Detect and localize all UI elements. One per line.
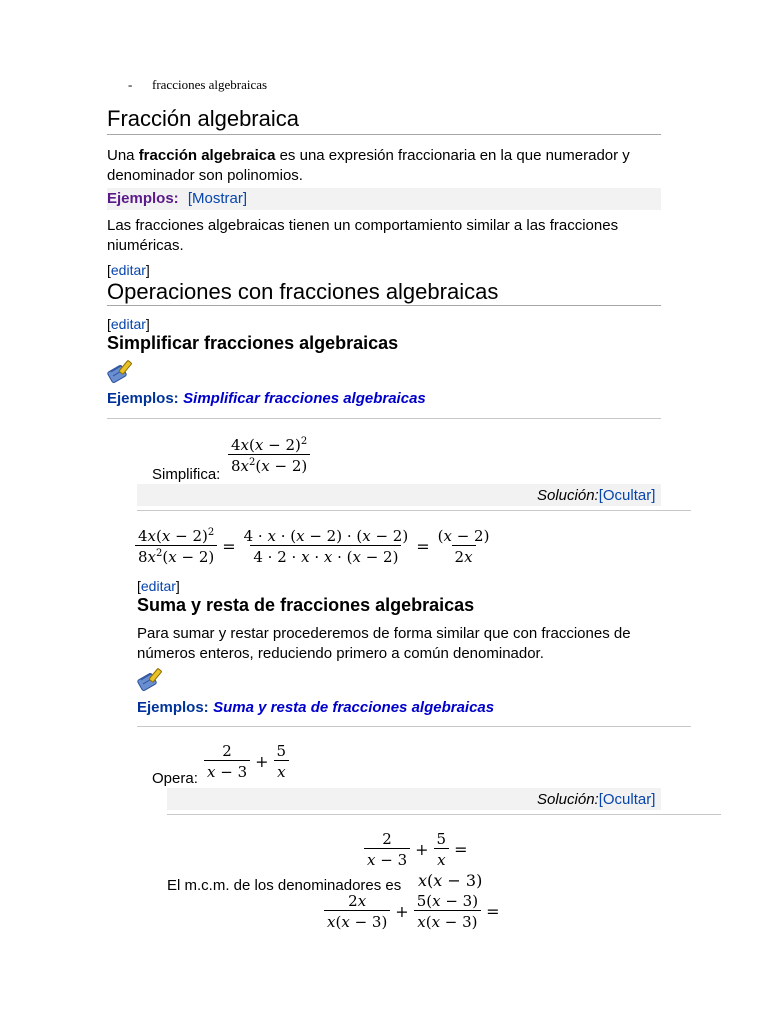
simplificacion-solucion: $\frac{4x(x - 2)^2}{8x^2(x - 2)}$ = $\frac{4 \cdot x \cdot (x - 2) \cdot (x - 2)}{4 \cdot 2 \cdot x \cdot x \cdot (x - 2)}$ = $\frac{(x - 2)}{2x}$ (133, 527, 494, 566)
ejemplos-rule (107, 418, 661, 419)
edit-link-1[interactable] (107, 262, 150, 278)
intro-text-post: es una expresión fraccionaria en la que numerador y denominador son polinomios. (107, 147, 630, 184)
edit-link-2[interactable] (107, 316, 150, 332)
solucion-row (537, 487, 655, 504)
broom-icon (107, 358, 137, 384)
heading-simplificar: Simplificar fracciones algebraicas (107, 333, 399, 353)
examples-label: Ejemplos: (107, 190, 179, 207)
broom-icon (137, 666, 167, 692)
solucion-label: Solución: (537, 487, 599, 504)
edit-link-3[interactable] (137, 578, 180, 594)
solucion-rule (167, 814, 721, 815)
simplifica-prompt: Simplifica: (152, 466, 221, 483)
edit-bracket-open: [ (107, 316, 111, 332)
edit-bracket-open: [ (107, 262, 111, 278)
heading-rule (107, 134, 661, 135)
edit-link-text[interactable]: editar (140, 578, 176, 594)
ejemplos-suma (137, 699, 494, 717)
heading-fraccion-algebraica: Fracción algebraica (107, 106, 299, 131)
edit-bracket-close: ] (145, 316, 150, 332)
mcm-text: El m.c.m. de los denominadores es (167, 877, 402, 894)
ejemplos-rule (137, 726, 691, 727)
intro-bold-term: fracción algebraica (138, 147, 276, 164)
heading-operaciones: Operaciones con fracciones algebraicas (107, 279, 499, 304)
ejemplos-label: Ejemplos: (107, 390, 179, 407)
solucion-row (537, 791, 655, 808)
suma-solucion-step2: $\frac{2x}{x(x - 3)}$ + $\frac{5(x - 3)}{x(x - 3)}$ = (322, 892, 502, 931)
opera-expression: $\frac{2}{x - 3}$ + $\frac{5}{x}$ (202, 742, 291, 781)
intro-paragraph (107, 146, 667, 185)
heading-suma-resta: Suma y resta de fracciones algebraicas (137, 595, 475, 615)
heading-rule (107, 305, 661, 306)
bullet-text: fracciones algebraicas (152, 77, 268, 92)
suma-paragraph: Para sumar y restar procederemos de forma similar que con fracciones de números enteros, reduciendo primero a común denominador. (137, 625, 631, 662)
opera-prompt: Opera: (152, 770, 198, 787)
solucion-label: Solución: (537, 791, 599, 808)
edit-bracket-close: ] (145, 262, 150, 278)
edit-bracket-open: [ (137, 578, 141, 594)
ejemplos-label: Ejemplos: (137, 699, 209, 716)
examples-row (107, 190, 247, 207)
ocultar-link[interactable]: [Ocultar] (598, 487, 656, 504)
edit-link-text[interactable]: editar (110, 262, 146, 278)
simplifica-expression: $\frac{4x(x - 2)^2}{8x^2(x - 2)}$ (226, 436, 312, 475)
suma-solucion-step1: $\frac{2}{x - 3}$ + $\frac{5}{x}$ = (362, 830, 470, 869)
ejemplos-simplificar (107, 390, 426, 408)
ejemplos-title: Suma y resta de fracciones algebraicas (213, 699, 495, 716)
para-comportamiento: Las fracciones algebraicas tienen un comportamiento similar a las fracciones niuméricas. (107, 217, 619, 254)
mostrar-link[interactable]: [Mostrar] (187, 190, 248, 207)
ocultar-link[interactable]: [Ocultar] (598, 791, 656, 808)
intro-text-pre: Una (107, 147, 139, 164)
bullet-dash: - (128, 77, 133, 92)
mcm-expression: x(x − 3) (418, 871, 483, 890)
edit-link-text[interactable]: editar (110, 316, 146, 332)
edit-bracket-close: ] (175, 578, 180, 594)
solucion-rule (137, 510, 691, 511)
ejemplos-title: Simplificar fracciones algebraicas (183, 390, 426, 407)
